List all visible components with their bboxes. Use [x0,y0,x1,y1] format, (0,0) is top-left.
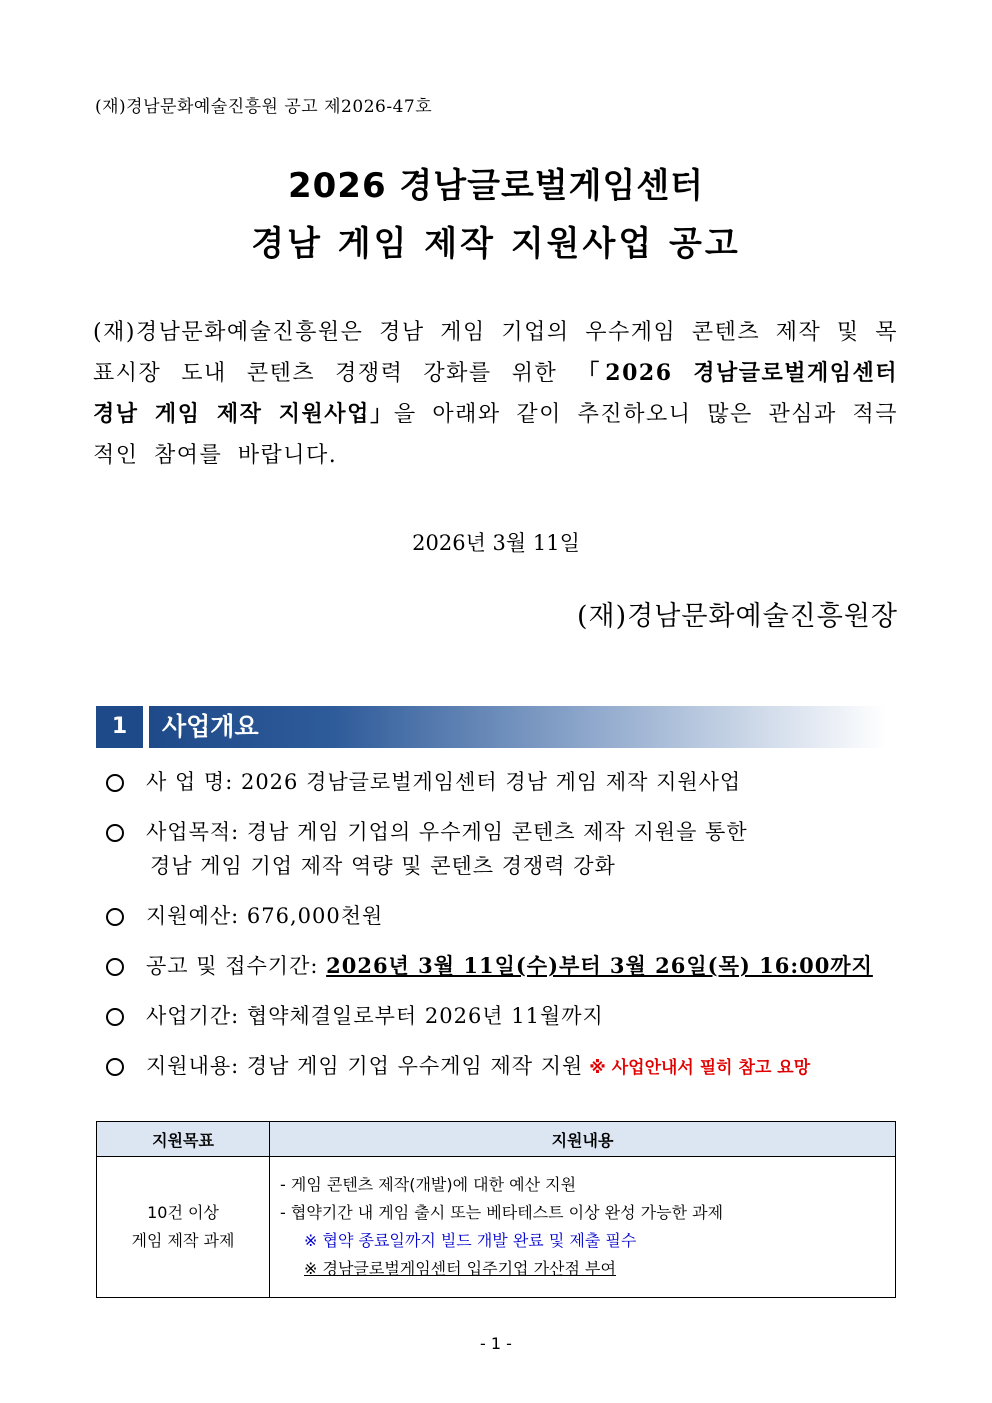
page-number: - 1 - [480,1334,512,1353]
table-row [97,1157,896,1298]
intro-paragraph [93,312,898,476]
circle-bullet-icon [106,908,124,926]
notice-number: (재)경남문화예술진흥원 공고 제2026-47호 [95,97,433,117]
bullet-continuation: 경남 게임 기업 제작 역량 및 콘텐츠 경쟁력 강화 [150,854,616,878]
guide-note: ※ 사업안내서 필히 참고 요망 [589,1058,811,1078]
intro-text-1: (재)경남문화예술진흥원은 경남 게임 기업의 우수게임 콘텐츠 제작 및 목표시장 도내 콘텐츠 경쟁력 강화를 위한 [93,320,898,386]
bullet-project-name [104,765,904,799]
goal-line: 10건 이상 [147,1203,219,1222]
table-header-goal: 지원목표 [97,1122,270,1157]
bullet-text: 사 업 명: 2026 경남글로벌게임센터 경남 게임 제작 지원사업 [146,770,742,794]
bullet-project-period [104,999,904,1033]
table-header-row [97,1122,896,1157]
circle-bullet-icon [106,1058,124,1076]
bullet-purpose [104,815,904,883]
bullet-application-period [104,949,904,983]
section-title: 사업개요 [162,712,259,741]
circle-bullet-icon [106,774,124,792]
signer: (재)경남문화예술진흥원장 [577,601,898,632]
goal-cell [97,1157,270,1298]
title-line-1: 2026 경남글로벌게임센터 [287,166,705,206]
overview-list [104,765,904,1101]
section-number: 1 [96,706,143,748]
bullet-support-content [104,1049,904,1085]
intro-program-name: 「2026 경남글로벌게임센터 경남 게임 제작 지원사업」 [93,360,898,427]
table-header-content: 지원내용 [270,1122,896,1157]
circle-bullet-icon [106,1008,124,1026]
section-title-bar [149,706,886,748]
support-table [96,1121,896,1298]
goal-line: 게임 제작 과제 [131,1231,235,1250]
bullet-text: 지원내용: 경남 게임 기업 우수게임 제작 지원 [146,1054,584,1078]
intro-text-2: 을 아래와 같이 추진하오니 많은 관심과 적극적인 참여를 바랍니다. [93,402,899,468]
bullet-text: 지원예산: 676,000천원 [146,904,384,928]
application-period-value: 2026년 3월 11일(수)부터 3월 26일(목) 16:00까지 [326,953,873,978]
content-note-blue: ※ 협약 종료일까지 빌드 개발 완료 및 제출 필수 [304,1231,637,1250]
announcement-date: 2026년 3월 11일 [412,531,580,555]
content-line: - 게임 콘텐츠 제작(개발)에 대한 예산 지원 [280,1175,577,1194]
bullet-label: 공고 및 접수기간: [146,954,327,978]
circle-bullet-icon [106,824,124,842]
section-header [96,706,886,748]
content-cell [270,1157,896,1298]
circle-bullet-icon [106,958,124,976]
bullet-text: 사업목적: 경남 게임 기업의 우수게임 콘텐츠 제작 지원을 통한 [146,820,748,844]
bullet-text: 사업기간: 협약체결일로부터 2026년 11월까지 [146,1004,604,1028]
content-line: - 협약기간 내 게임 출시 또는 베타테스트 이상 완성 가능한 과제 [280,1203,724,1222]
title-line-2: 경남 게임 제작 지원사업 공고 [251,224,741,264]
content-note-underline: ※ 경남글로벌게임센터 입주기업 가산점 부여 [304,1259,616,1278]
bullet-budget [104,899,904,933]
